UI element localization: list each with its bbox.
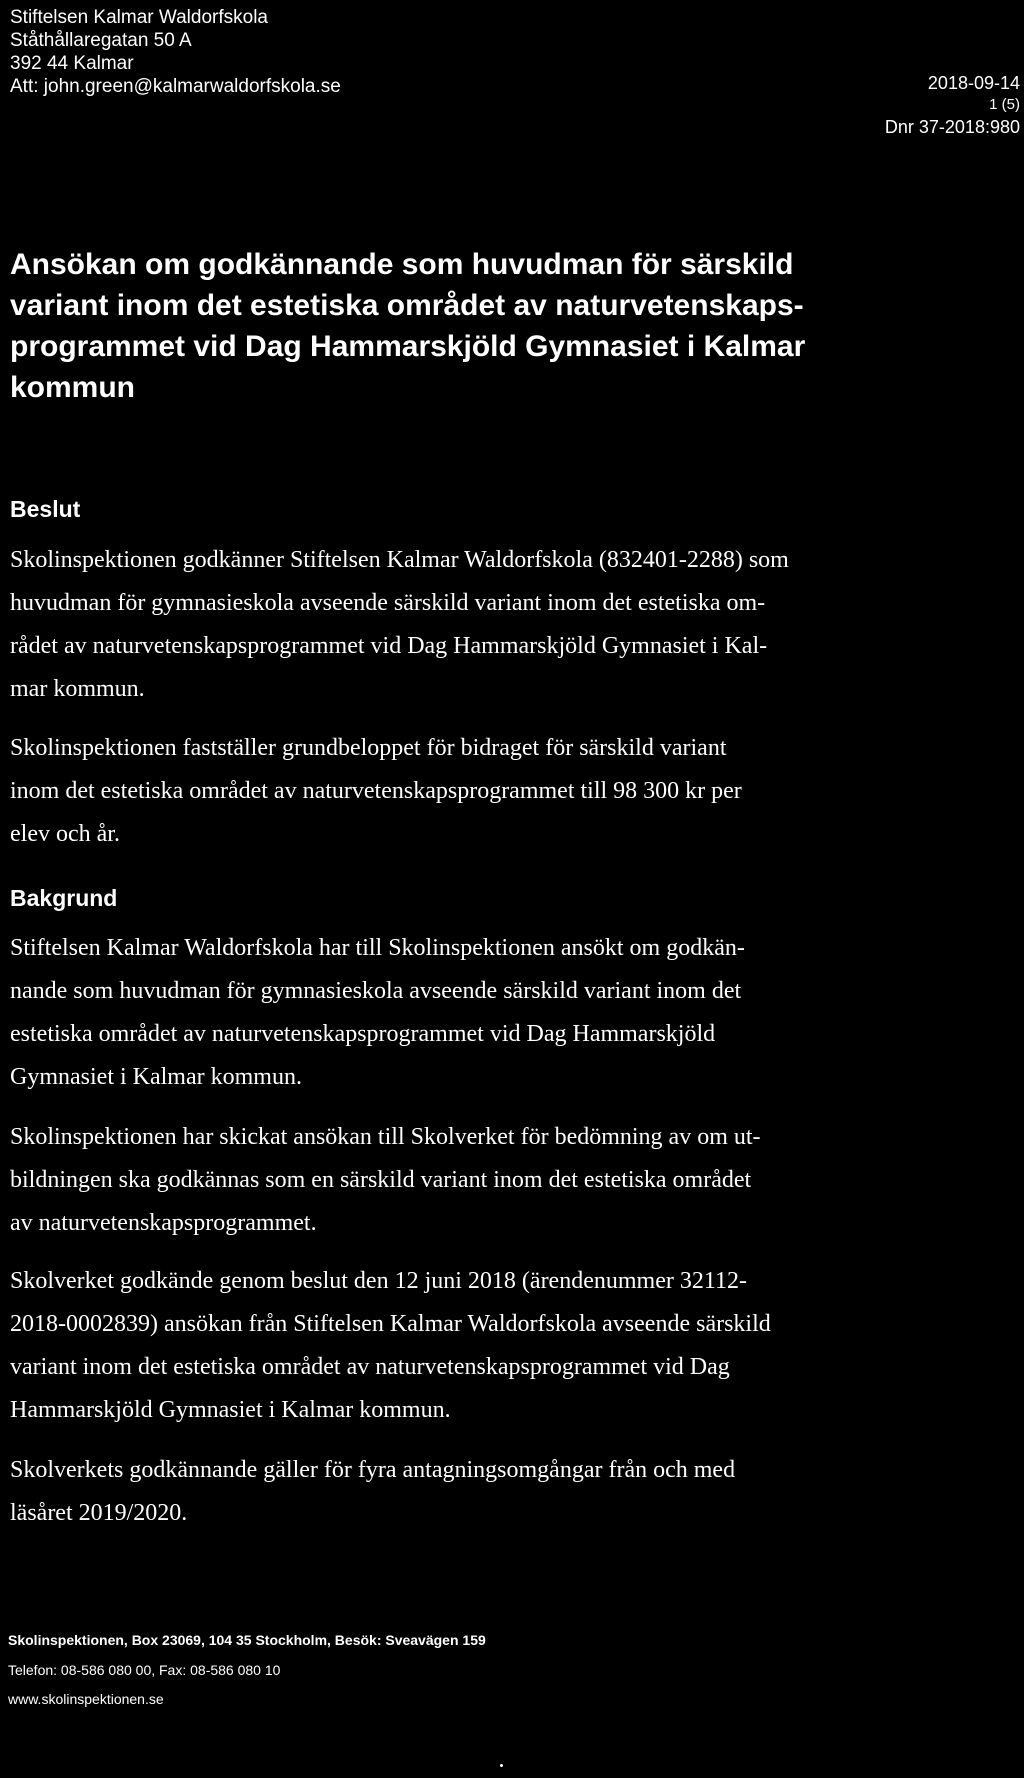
bakgrund-paragraph-2 [10,1116,1010,1245]
section-heading-beslut: Beslut [10,496,81,522]
page-number: 1 (5) [989,96,1020,113]
text-line: Stiftelsen Kalmar Waldorfskola har till Skolinspektionen ansökt om godkän- [10,935,745,961]
beslut-paragraph-1 [10,539,1010,711]
text-line: variant inom det estetiska området av naturvetenskapsprogrammet vid Dag [10,1354,730,1380]
text-line: inom det estetiska området av naturvetenskapsprogrammet till 98 300 kr per [10,778,742,804]
sender-org: Stiftelsen Kalmar Waldorfskola [10,7,269,28]
sender-attention: Att: john.green@kalmarwaldorfskola.se [10,76,341,97]
section-heading-bakgrund: Bakgrund [10,885,118,911]
text-line: Skolverket godkände genom beslut den 12 juni 2018 (ärendenummer 32112- [10,1268,747,1294]
text-line: Hammarskjöld Gymnasiet i Kalmar kommun. [10,1397,451,1423]
title-line: Ansökan om godkännande som huvudman för särskild [10,248,794,281]
text-line: Skolinspektionen har skickat ansökan till Skolverket för bedömning av om ut- [10,1124,761,1150]
bakgrund-paragraph-3 [10,1260,1010,1432]
text-line: Skolinspektionen godkänner Stiftelsen Kalmar Waldorfskola (832401-2288) som [10,547,789,573]
text-line: bildningen ska godkännas som en särskild variant inom det estetiska området [10,1167,752,1193]
diary-number: Dnr 37-2018:980 [884,117,1020,137]
text-line: huvudman för gymnasieskola avseende särskild variant inom det estetiska om- [10,590,766,616]
footer-address: Skolinspektionen, Box 23069, 104 35 Stockholm, Besök: Sveavägen 159 [8,1632,486,1648]
text-line: elev och år. [10,821,120,847]
sender-address [10,6,341,98]
sender-street: Ståthållaregatan 50 A [10,30,192,51]
text-line: Skolinspektionen fastställer grundbeloppet för bidraget för särskild variant [10,735,727,761]
bakgrund-paragraph-4 [10,1449,1010,1535]
text-line: läsåret 2019/2020. [10,1500,188,1526]
text-line: av naturvetenskapsprogrammet. [10,1210,317,1236]
title-line: variant inom det estetiska området av naturvetenskaps- [10,289,804,322]
beslut-paragraph-2 [10,727,1010,856]
scan-dot [500,1764,503,1767]
document-meta [885,72,1020,138]
sender-city: 392 44 Kalmar [10,53,134,74]
document-title [10,244,1010,408]
title-line: programmet vid Dag Hammarskjöld Gymnasiet i Kalmar [10,330,806,363]
text-line: estetiska området av naturvetenskapsprogrammet vid Dag Hammarskjöld [10,1021,716,1047]
document-date: 2018-09-14 [927,73,1020,93]
text-line: rådet av naturvetenskapsprogrammet vid Dag Hammarskjöld Gymnasiet i Kal- [10,633,768,659]
text-line: mar kommun. [10,676,145,702]
footer-website[interactable]: www.skolinspektionen.se [8,1691,164,1707]
text-line: nande som huvudman för gymnasieskola avseende särskild variant inom det [10,978,742,1004]
text-line: Skolverkets godkännande gäller för fyra antagningsomgångar från och med [10,1457,736,1483]
title-line: kommun [10,371,136,404]
text-line: Gymnasiet i Kalmar kommun. [10,1064,302,1090]
text-line: 2018-0002839) ansökan från Stiftelsen Kalmar Waldorfskola avseende särskild [10,1311,771,1337]
footer-phone: Telefon: 08-586 080 00, Fax: 08-586 080 10 [8,1662,281,1678]
bakgrund-paragraph-1 [10,927,1010,1099]
